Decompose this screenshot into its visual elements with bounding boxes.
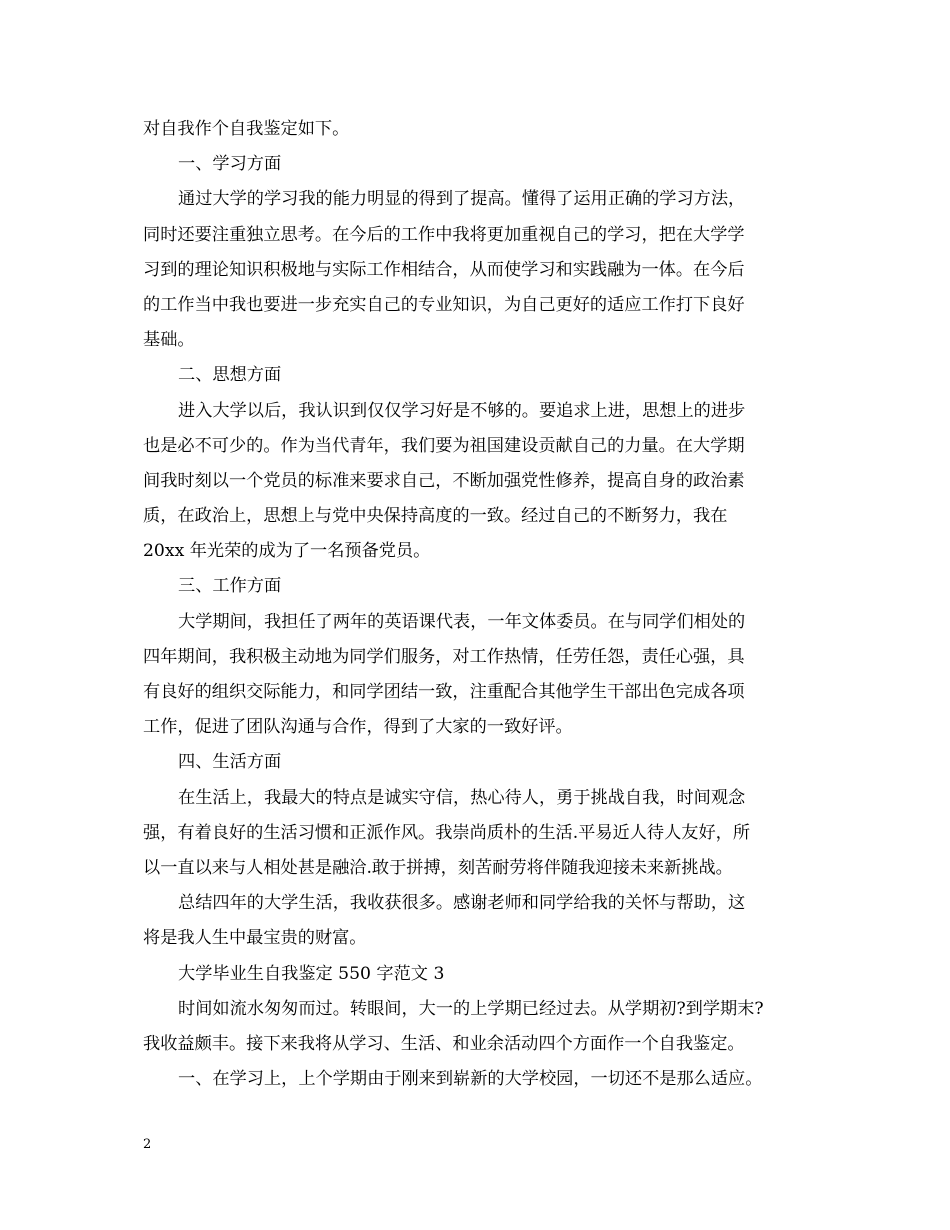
text-line: 三、工作方面 [178, 576, 282, 597]
text-line: 大学期间，我担任了两年的英语课代表，一年文体委员。在与同学们相处的 [178, 611, 746, 632]
text-line: 同时还要注重独立思考。在今后的工作中我将更加重视自己的学习，把在大学学 [143, 224, 745, 245]
text-line: 二、思想方面 [178, 365, 282, 386]
text-line: 时间如流水匆匆而过。转眼间，大一的上学期已经过去。从学期初?到学期末? [178, 998, 764, 1019]
text-line: 强，有着良好的生活习惯和正派作风。我崇尚质朴的生活.平易近人待人友好，所 [143, 822, 751, 843]
text-line: 进入大学以后，我认识到仅仅学习好是不够的。要追求上进，思想上的进步 [178, 400, 746, 421]
text-line: 在生活上，我最大的特点是诚实守信，热心待人，勇于挑战自我，时间观念 [178, 787, 746, 808]
text-line: 以一直以来与人相处甚是融洽.敢于拼搏，刻苦耐劳将伴随我迎接未来新挑战。 [143, 857, 733, 878]
text-line: 的工作当中我也要进一步充实自己的专业知识，为自己更好的适应工作打下良好 [143, 294, 745, 315]
text-line: 四、生活方面 [178, 752, 282, 773]
text-line: 质，在政治上，思想上与党中央保持高度的一致。经过自己的不断努力，我在 [143, 506, 728, 527]
text-line: 间我时刻以一个党员的标准来要求自己，不断加强党性修养，提高自身的政治素 [143, 470, 745, 491]
text-line: 对自我作个自我鉴定如下。 [143, 119, 350, 139]
text-line: 总结四年的大学生活，我收获很多。感谢老师和同学给我的关怀与帮助，这 [178, 893, 746, 914]
text-line: 将是我人生中最宝贵的财富。 [143, 928, 367, 949]
document-body [143, 112, 813, 1097]
text-line: 四年期间，我积极主动地为同学们服务，对工作热情，任劳任怨，责任心强，具 [143, 646, 745, 667]
page-number: 2 [143, 1137, 152, 1152]
text-line: 一、在学习上，上个学期由于刚来到崭新的大学校园，一切还不是那么适应。 [178, 1069, 763, 1090]
text-line: 习到的理论知识积极地与实际工作相结合，从而使学习和实践融为一体。在今后 [143, 259, 745, 280]
text-line: 我收益颇丰。接下来我将从学习、生活、和业余活动四个方面作一个自我鉴定。 [143, 1033, 745, 1054]
text-line: 有良好的组织交际能力，和同学团结一致，注重配合其他学生干部出色完成各项 [143, 682, 745, 702]
text-line: 20xx 年光荣的成为了一名预备党员。 [143, 541, 431, 562]
text-line: 通过大学的学习我的能力明显的得到了提高。懂得了运用正确的学习方法， [178, 189, 746, 210]
text-line: 大学毕业生自我鉴定 550 字范文 3 [178, 963, 445, 984]
text-line: 一、学习方面 [178, 154, 282, 175]
text-line: 也是必不可少的。作为当代青年，我们要为祖国建设贡献自己的力量。在大学期 [143, 435, 745, 456]
text-line: 基础。 [143, 330, 195, 351]
text-line: 工作，促进了团队沟通与合作，得到了大家的一致好评。 [143, 717, 573, 738]
